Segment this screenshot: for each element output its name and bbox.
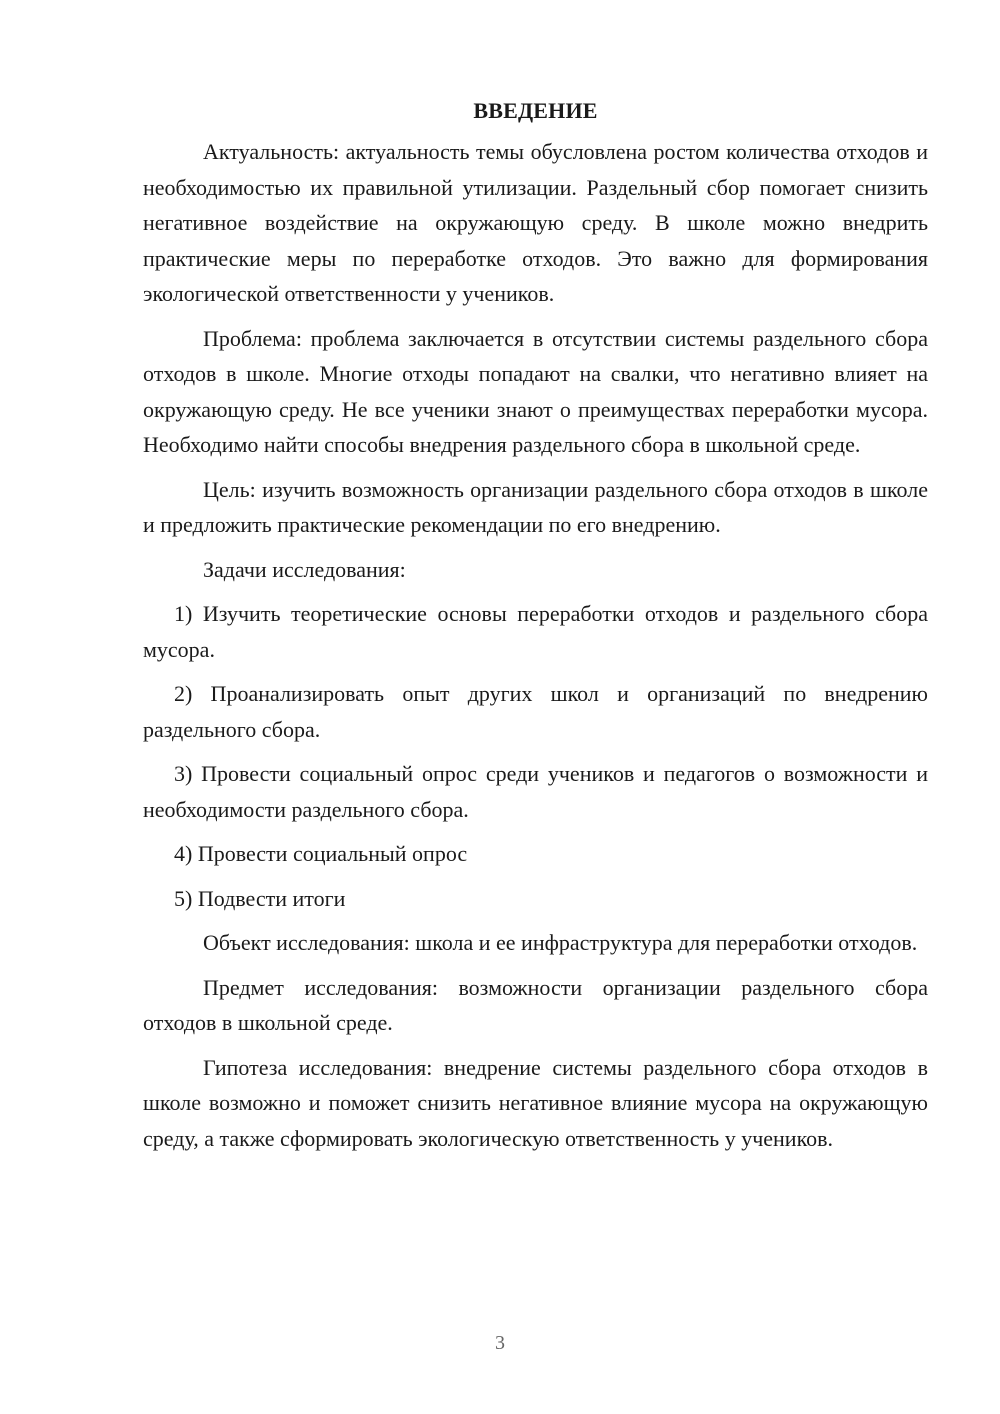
task-item-2: 2) Проанализировать опыт других школ и организаций по внедрению раздельного сбора. [143,681,928,742]
paragraph-object: Объект исследования: школа и ее инфраструктура для переработки отходов. [203,930,918,955]
paragraph-goal: Цель: изучить возможность организации раздельного сбора отходов в школе и предложить практические рекомендации по его внедрению. [143,476,928,537]
task-item-1: 1) Изучить теоретические основы переработки отходов и раздельного сбора мусора. [143,601,928,662]
paragraph-relevance: Актуальность: актуальность темы обусловлена ростом количества отходов и необходимостью их правильной утилизации. Раздельный сбор помогает снизить негативное воздействие на окружающую среду. В школе можно внедрить практические меры по переработке отходов. Это важно для формирования экологической ответственности у учеников. [143,139,928,306]
page-number: 3 [495,1332,505,1354]
paragraph-hypothesis: Гипотеза исследования: внедрение системы раздельного сбора отходов в школе возможно и поможет снизить негативное влияние мусора на окружающую среду, а также сформировать экологическую ответственность у учеников. [143,1054,928,1151]
paragraph-tasks-heading: Задачи исследования: [203,556,406,582]
page-content [143,94,928,1165]
paragraph-subject: Предмет исследования: возможности организации раздельного сбора отходов в школьной среде. [143,974,928,1035]
section-title: ВВЕДЕНИЕ [473,98,598,123]
task-item-4: 4) Провести социальный опрос [174,841,468,866]
paragraph-problem: Проблема: проблема заключается в отсутствии системы раздельного сбора отходов в школе. Многие отходы попадают на свалки, что негативно влияет на окружающую среду. Не все ученики знают о преимуществах переработки мусора. Необходимо найти способы внедрения раздельного сбора в школьной среде. [143,325,928,457]
task-item-3: 3) Провести социальный опрос среди учеников и педагогов о возможности и необходимости раздельного сбора. [143,761,928,822]
task-item-5: 5) Подвести итоги [174,885,346,911]
